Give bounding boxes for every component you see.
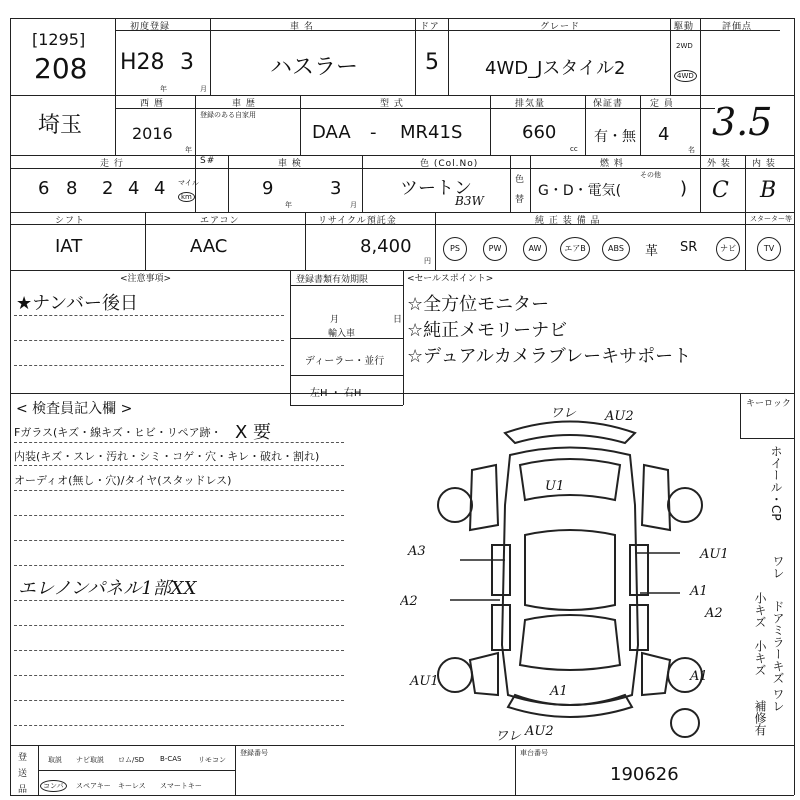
mile-unit: マイル <box>178 179 199 187</box>
equip-leather: 革 <box>645 244 659 259</box>
lot-number: 208 <box>34 52 88 85</box>
interior-grade: B <box>760 178 777 203</box>
grade-value: 4WD_Jスタイル2 <box>485 58 626 79</box>
color-value: ツートン <box>400 178 472 199</box>
inspector-xmark: X 要 <box>235 422 272 443</box>
handle-side: 左H ・ 右H <box>310 388 362 399</box>
side-note-scratch-2: 小キズ <box>753 640 767 676</box>
mileage-digit-1: 6 <box>38 178 62 199</box>
capacity: 4 <box>658 124 670 145</box>
equip-navi: ナビ <box>716 237 740 261</box>
diagram-mark-left-a3: A3 <box>408 544 426 559</box>
diagram-right-rear-quarter <box>642 653 670 695</box>
lot-number-bracket: [1295] <box>32 30 86 49</box>
equip-airbag: エアB <box>560 237 590 261</box>
fuel-other: その他 <box>640 171 661 179</box>
equip-sunroof: SR <box>680 240 698 255</box>
drive-4wd-circled: 4WD <box>674 70 697 82</box>
footer-keyless: キーレス <box>118 782 146 790</box>
side-note-wheel-cp: ホイール・CP <box>769 445 783 521</box>
sales-point-1: ☆全方位モニター <box>407 294 550 315</box>
equip-pw: PW <box>483 237 507 261</box>
mileage-digit-3: 2 <box>102 178 114 199</box>
inspector-title: < 検査員記入欄 > <box>16 401 133 417</box>
diagram-wheel-fr <box>668 488 702 522</box>
docs-day: 日 <box>393 315 403 325</box>
color-kae-label: 替 <box>515 195 525 205</box>
warranty-value: 有・無 <box>594 129 636 145</box>
diagram-mark-rear-au2: AU2 <box>525 724 554 739</box>
yen-unit: 円 <box>424 257 431 265</box>
diagram-right-rear-door <box>630 605 648 650</box>
grade-label: グレード <box>540 22 581 32</box>
diagram-hood <box>520 459 620 500</box>
diagram-mark-rear-a1: A1 <box>550 684 568 699</box>
side-note-ware: ワレ <box>771 555 785 579</box>
door-label: ドア <box>420 22 440 32</box>
diagram-mark-front-ware: ワレ <box>550 406 577 421</box>
inspection-year-unit: 年 <box>285 201 292 209</box>
inspection-year: 9 <box>262 178 274 199</box>
docs-expiry-label: 登録書類有効期限 <box>296 275 369 285</box>
fuel-close: ) <box>680 178 688 199</box>
mileage-label: 走 行 <box>100 159 124 169</box>
footer-rom-sd: ロム/SD <box>118 756 145 764</box>
recycle-label: リサイクル預託金 <box>318 216 397 226</box>
equip-ps: PS <box>443 237 467 261</box>
diagram-front-bumper <box>505 422 635 444</box>
region: 埼玉 <box>38 113 83 138</box>
type-dash: - <box>370 122 377 143</box>
inspector-line-3: オーディオ(無し・穴)/タイヤ(スタッドレス) <box>14 474 232 487</box>
docs-month: 月 <box>330 315 340 325</box>
type-prefix: DAA <box>312 122 351 143</box>
notes-title: <注意事項> <box>120 274 172 284</box>
footer-navi-manual: ナビ取説 <box>76 756 104 764</box>
score-handwritten: 3.5 <box>712 100 773 144</box>
model-year-unit: 年 <box>185 146 192 154</box>
diagram-mark-left-a2: A2 <box>400 594 418 609</box>
diagram-mark-right-rear-a1: A1 <box>690 669 708 684</box>
aircon-value: AAC <box>190 236 228 257</box>
diagram-mark-front-au2: AU2 <box>605 409 634 424</box>
mileage-digit-4: 4 <box>128 178 140 199</box>
model-year: 2016 <box>132 124 173 143</box>
footer-label-tou: 登 <box>18 753 28 763</box>
exterior-grade: C <box>712 178 729 203</box>
diagram-mark-right-au1: AU1 <box>700 547 729 562</box>
sharp-label: S# <box>200 156 216 166</box>
reg-month: 3 <box>180 50 194 75</box>
color-label: 色 (Col.No) <box>420 159 479 169</box>
side-note-door-mirror: ドアミラー <box>771 600 785 660</box>
drive-2wd: 2WD <box>676 42 693 50</box>
model-name: ハスラー <box>270 55 359 80</box>
key-lock-label: キーロック <box>746 399 791 409</box>
diagram-wheel-fl <box>438 488 472 522</box>
diagram-spare-wheel <box>671 709 699 737</box>
diagram-left-fender <box>470 465 498 530</box>
notes-text: ★ナンバー後日 <box>16 293 138 314</box>
aircon-label: エアコン <box>200 216 240 226</box>
footer-label-hin: 品 <box>18 785 28 795</box>
footer-smart-key: スマートキー <box>160 782 202 790</box>
diagram-mark-right-a2: A2 <box>705 606 723 621</box>
chassis-number: 190626 <box>610 764 679 785</box>
equip-aw: AW <box>523 237 547 261</box>
year-unit: 年 <box>160 85 167 93</box>
diagram-roof <box>525 530 615 610</box>
warranty-label: 保証書 <box>593 99 624 109</box>
equip-tv: TV <box>757 237 781 261</box>
diagram-left-front-door <box>492 545 510 595</box>
door-count: 5 <box>425 50 439 75</box>
equipment-label: 純 正 装 備 品 <box>535 216 601 226</box>
drive-label: 駆動 <box>674 22 695 32</box>
equip-abs: ABS <box>602 237 630 261</box>
diagram-mark-right-a1: A1 <box>690 584 708 599</box>
mileage-digit-5: 4 <box>154 178 166 199</box>
footer-manual: 取説 <box>48 756 62 764</box>
color-iro-label: 色 <box>515 175 525 185</box>
inspector-line-2: 内装(キズ・スレ・汚れ・シミ・コゲ・穴・キレ・破れ・割れ) <box>14 450 320 463</box>
interior-label: 内 装 <box>752 159 776 169</box>
diagram-left-rear-door <box>492 605 510 650</box>
fuel-value: G・D・電気( <box>538 183 622 199</box>
capacity-label: 定 員 <box>650 99 674 109</box>
type-model: MR41S <box>400 122 463 143</box>
inspection-label: 車 検 <box>278 159 302 169</box>
footer-remote: リモコン <box>198 756 226 764</box>
footer-chassis-label: 車台番号 <box>520 749 548 757</box>
footer-bcas: B-CAS <box>160 755 182 763</box>
diagram-mark-hood-u1: U1 <box>545 479 565 494</box>
footer-spare-key: スペアキー <box>76 782 111 790</box>
person-unit: 名 <box>688 146 695 154</box>
first-reg-label: 初度登録 <box>130 22 171 32</box>
inspection-month: 3 <box>330 178 342 199</box>
type-label: 型 式 <box>380 99 404 109</box>
sales-point-3: ☆デュアルカメラブレーキサポート <box>407 346 692 367</box>
diagram-wheel-rl <box>438 658 472 692</box>
model-year-label: 西 暦 <box>140 99 164 109</box>
displacement: 660 <box>522 122 557 143</box>
inspector-line-1: Fガラス(キズ・線キズ・ヒビ・リペア跡・ <box>14 426 222 439</box>
sales-point-2: ☆純正メモリーナビ <box>407 320 568 341</box>
side-note-repair: 補修有 <box>753 700 767 736</box>
fuel-label: 燃 料 <box>600 159 624 169</box>
side-note-kizu-ware: キズ ワレ <box>771 660 785 712</box>
side-note-scratch-1: 小キズ <box>753 592 767 628</box>
diagram-left-rear-quarter <box>470 653 498 695</box>
sales-title: <セールスポイント> <box>407 274 494 284</box>
diagram-rear-bumper <box>508 695 632 717</box>
month-unit: 月 <box>200 85 207 93</box>
km-unit-circled: km <box>178 192 195 202</box>
exterior-label: 外 装 <box>707 159 731 169</box>
color-code: B3W <box>455 194 484 208</box>
starter-label: スターター等 <box>750 215 792 223</box>
form-title-fragment <box>14 7 17 17</box>
footer-compa-circled: コンパ <box>40 780 67 792</box>
dealer-import: ディーラー・並行 <box>305 356 385 367</box>
recycle-value: 8,400 <box>360 236 412 257</box>
diagram-mark-rear-ware: ワレ <box>495 729 522 744</box>
cc-unit: cc <box>570 145 578 153</box>
inspector-handwritten: エレノンパネル1部XX <box>18 578 197 599</box>
mileage-digit-2: 8 <box>66 178 78 199</box>
diagram-mark-left-au1: AU1 <box>410 674 439 689</box>
import-label: 輸入車 <box>328 329 356 339</box>
history-sub: 登録のある自家用 <box>200 111 256 119</box>
shift-label: シフト <box>55 216 86 226</box>
history-label: 車 歴 <box>232 99 256 109</box>
car-name-label: 車 名 <box>290 22 314 32</box>
score-label: 評価点 <box>722 22 753 32</box>
footer-reg-label: 登録番号 <box>240 749 268 757</box>
displacement-label: 排気量 <box>515 99 546 109</box>
diagram-rear-glass <box>520 615 620 670</box>
footer-label-sou: 送 <box>18 769 28 779</box>
inspection-month-unit: 月 <box>350 201 357 209</box>
car-damage-diagram <box>400 395 740 745</box>
reg-year: H28 <box>120 50 165 75</box>
shift-value: IAT <box>55 236 83 257</box>
diagram-right-fender <box>642 465 670 530</box>
